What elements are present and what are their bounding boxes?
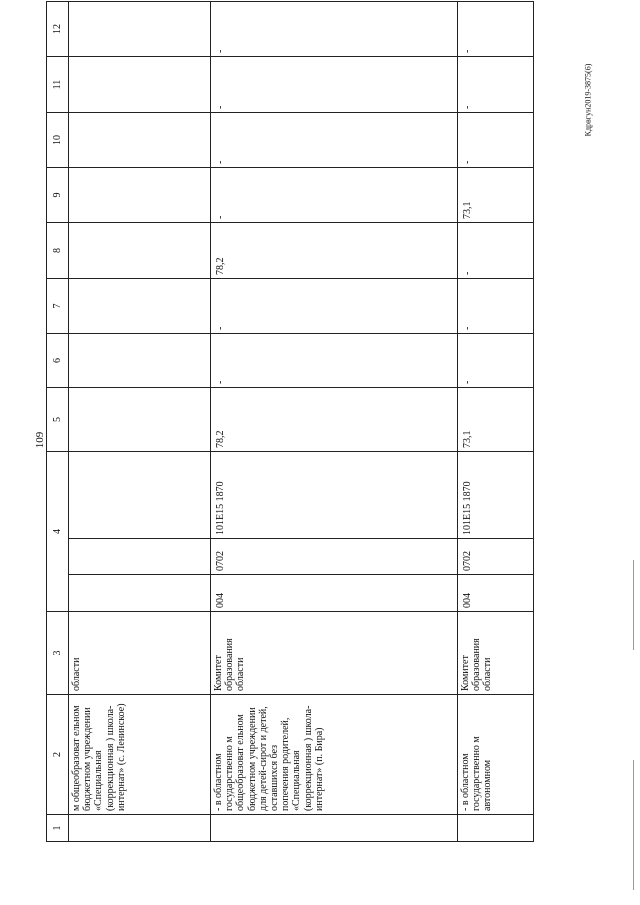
value-cell-6: -: [458, 334, 534, 388]
value-cell-8: 78,2: [211, 223, 458, 279]
value-cell-12: -: [458, 2, 534, 57]
document-code: Кдрвгун2019-3875(6): [583, 63, 593, 137]
column-header: 2: [47, 695, 69, 815]
value-cell-5: 73,1: [458, 388, 534, 452]
value-cell-10: -: [458, 113, 534, 168]
value-cell-5: 78,2: [211, 388, 458, 452]
budget-table: [46, 1, 534, 842]
page-number: 109: [34, 431, 46, 449]
value-cell-9: [69, 168, 211, 223]
recipient-cell: - в областном государственно м общеобразоват ельном бюджетном учреждении для детей-сирот и детей, оставшихся без попечения родителей, «Специальная (коррекционная ) школа-интернат» (п. Бира): [211, 695, 458, 815]
row-number-cell: [211, 815, 458, 842]
table-row: [458, 2, 534, 842]
column-header: 5: [47, 388, 69, 452]
value-cell-8: [69, 223, 211, 279]
organization-cell: области: [69, 612, 211, 695]
table-row: [69, 2, 211, 842]
value-cell-9: 73,1: [458, 168, 534, 223]
column-header: 8: [47, 223, 69, 279]
column-header: 12: [47, 2, 69, 57]
kvsr-cell: [69, 575, 211, 612]
value-cell-8: -: [458, 223, 534, 279]
value-cell-11: -: [211, 57, 458, 113]
csr-cell: 101E15 1870: [458, 452, 534, 539]
kvsr-cell: 004: [211, 575, 458, 612]
column-header: 3: [47, 612, 69, 695]
table-container: [46, 24, 533, 842]
recipient-cell: м общеобразоват ельном бюджетном учреждении «Специальная (коррекционная ) школа-интернат» (с. Ленинское): [69, 695, 211, 815]
row-number-cell: [458, 815, 534, 842]
kvsr-cell: 004: [458, 575, 534, 612]
csr-cell: [69, 452, 211, 539]
column-header: 10: [47, 113, 69, 168]
column-header: 9: [47, 168, 69, 223]
value-cell-12: -: [211, 2, 458, 57]
rzpr-cell: 0702: [458, 539, 534, 575]
rzpr-cell: 0702: [211, 539, 458, 575]
header-row: [47, 2, 69, 842]
rzpr-cell: [69, 539, 211, 575]
value-cell-7: -: [211, 279, 458, 334]
recipient-cell: - в областном государственно м автономном: [458, 695, 534, 815]
column-header: 1: [47, 815, 69, 842]
value-cell-9: -: [211, 168, 458, 223]
value-cell-12: [69, 2, 211, 57]
value-cell-7: [69, 279, 211, 334]
scan-artifact-line: [633, 560, 634, 650]
value-cell-5: [69, 388, 211, 452]
value-cell-10: -: [211, 113, 458, 168]
value-cell-6: [69, 334, 211, 388]
column-header: 6: [47, 334, 69, 388]
table-row: [211, 2, 458, 842]
value-cell-10: [69, 113, 211, 168]
column-header: 4: [47, 452, 69, 612]
csr-cell: 101E15 1870: [211, 452, 458, 539]
value-cell-11: [69, 57, 211, 113]
value-cell-11: -: [458, 57, 534, 113]
value-cell-7: -: [458, 279, 534, 334]
organization-cell: Комитет образования области: [211, 612, 458, 695]
column-header: 7: [47, 279, 69, 334]
column-header: 11: [47, 57, 69, 113]
organization-cell: Комитет образования области: [458, 612, 534, 695]
value-cell-6: -: [211, 334, 458, 388]
row-number-cell: [69, 815, 211, 842]
scan-artifact-line: [633, 760, 634, 890]
